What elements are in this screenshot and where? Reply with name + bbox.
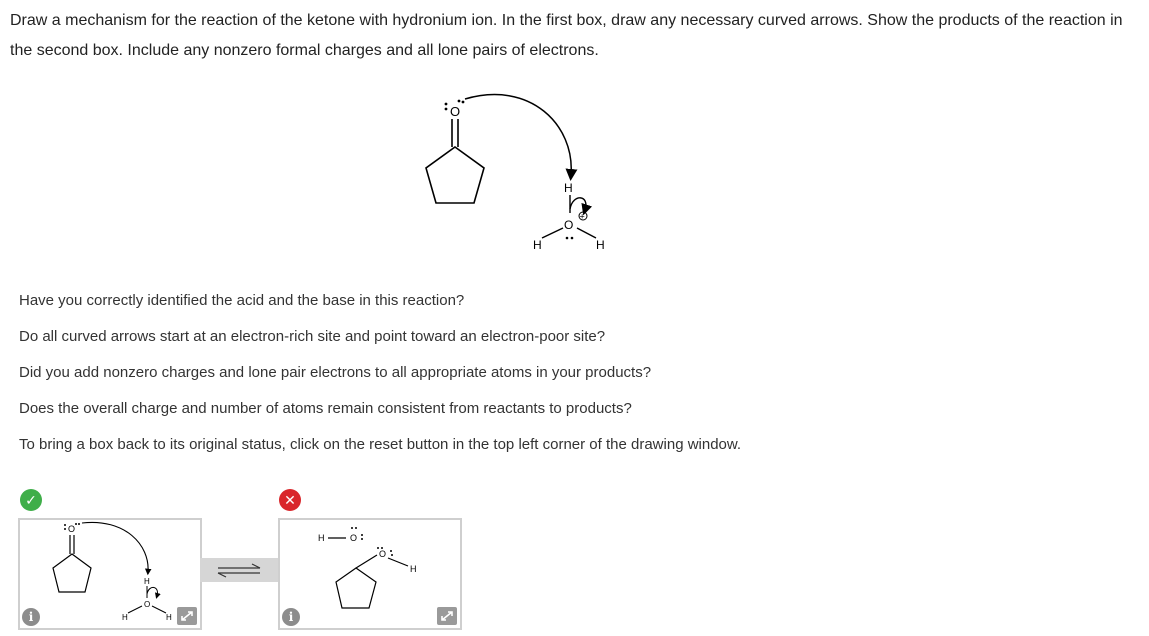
- water-oxygen: O: [350, 533, 358, 543]
- cyclopentane-ring: [426, 147, 484, 203]
- hint-list: [19, 290, 741, 470]
- equilibrium-arrow-strip: [200, 558, 278, 582]
- second-box-expand-icon[interactable]: [437, 607, 457, 625]
- hint-item: Have you correctly identified the acid and the base in this reaction?: [19, 292, 465, 309]
- mechanism-figure: [410, 85, 630, 265]
- second-answer-box[interactable]: [278, 518, 462, 630]
- first-box-h-right: H: [166, 613, 172, 622]
- question-prompt: Draw a mechanism for the reaction of the ketone with hydronium ion. In the first box, draw any necessary curved arrows. Show the products of the reaction in the second box. Include any nonzero formal charges and all lone pairs of electrons.: [10, 12, 1123, 59]
- hint-item: Did you add nonzero charges and lone pair electrons to all appropriate atoms in your products?: [19, 364, 652, 381]
- curved-arrow-bond-to-oxygen: [570, 198, 586, 210]
- first-box-oxygen: O: [144, 600, 151, 609]
- enol-h: H: [410, 564, 417, 574]
- curved-arrow-lonepair-to-h: [465, 95, 571, 175]
- first-box-drawing: [20, 520, 200, 628]
- correct-check-icon: ✓: [20, 489, 42, 511]
- second-box-info-icon[interactable]: i: [282, 608, 300, 626]
- hint-item: To bring a box back to its original status, click on the reset button in the top left corner of the drawing window.: [19, 436, 742, 453]
- first-box-ketone-oxygen: O: [68, 524, 76, 534]
- first-box-h-left: H: [122, 613, 128, 622]
- hint-item: Do all curved arrows start at an electron-rich site and point toward an electron-poor site?: [19, 328, 606, 345]
- hint-item: Does the overall charge and number of atoms remain consistent from reactants to products?: [19, 400, 632, 417]
- formal-charge-plus: +: [579, 211, 585, 222]
- first-box-expand-icon[interactable]: [177, 607, 197, 625]
- second-box-drawing: [280, 520, 460, 628]
- expand-arrow-icon: [437, 607, 457, 625]
- hydronium-h-left: H: [533, 238, 542, 252]
- first-box-info-icon[interactable]: i: [22, 608, 40, 626]
- hydronium-oxygen: O: [564, 218, 574, 232]
- hydronium-h-top: H: [564, 181, 573, 195]
- first-answer-box[interactable]: [18, 518, 202, 630]
- incorrect-x-icon: ✕: [279, 489, 301, 511]
- enol-oxygen: O: [379, 549, 387, 559]
- water-h: H: [318, 533, 325, 543]
- ketone-oxygen: O: [450, 104, 461, 119]
- expand-arrow-icon: [177, 607, 197, 625]
- equilibrium-arrow-icon: [200, 558, 278, 582]
- first-box-h-top: H: [144, 577, 150, 586]
- hydronium-h-right: H: [596, 238, 605, 252]
